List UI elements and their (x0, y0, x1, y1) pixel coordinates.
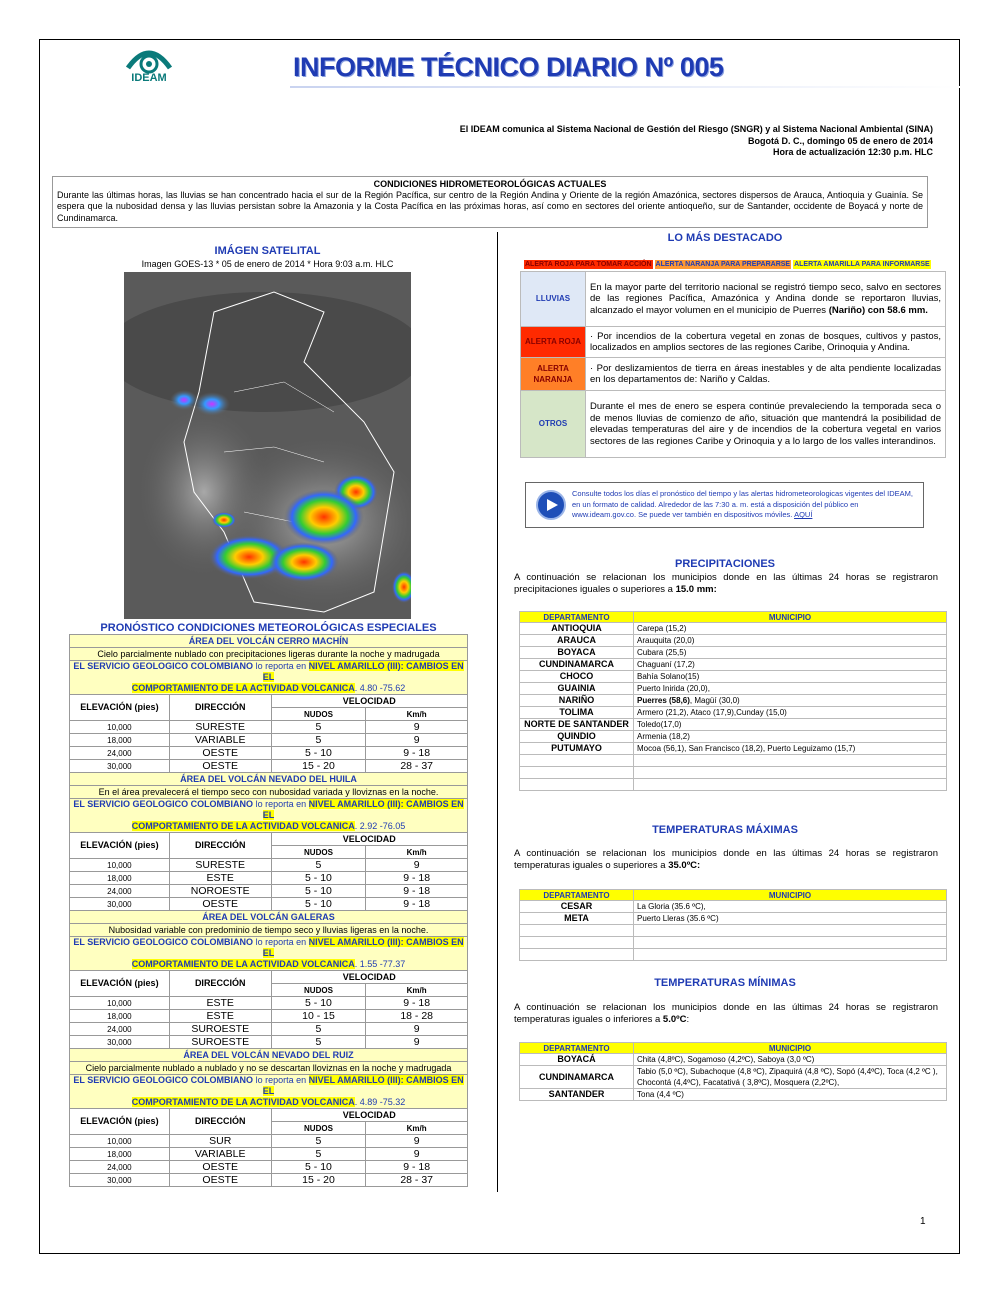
municipio-text: La Gloria (35.6 ºC), (637, 902, 706, 911)
empty-cell (520, 925, 634, 937)
empty-cell (520, 767, 634, 779)
municipio-cell (634, 901, 947, 913)
play-icon[interactable] (536, 490, 566, 520)
alert-level-cont: COMPORTAMIENTO DE LA ACTIVIDAD VOLCANICA (131, 821, 355, 831)
otros-label: OTROS (521, 391, 586, 458)
municipio-text: Toledo(17,0) (637, 720, 682, 729)
forecast-table (69, 634, 468, 1187)
wind-row (70, 1010, 468, 1023)
precip-title: PRECIPITACIONES (674, 558, 776, 570)
elevation-header: ELEVACIÓN (pies) (70, 1109, 170, 1135)
report-text: lo reporta en (253, 1075, 309, 1085)
kmh-cell: 18 - 28 (366, 1010, 468, 1023)
direction-cell: SUROESTE (169, 1036, 271, 1049)
ideam-logo-icon (118, 40, 180, 92)
departamento-cell: BOYACA (520, 647, 634, 659)
municipio-text: Puerto Lleras (35.6 ºC) (637, 914, 719, 923)
wind-row (70, 997, 468, 1010)
alerta-naranja-text: · Por deslizamientos de tierra en áreas inestables y de alta pendiente localizadas en los departamentos de: Nariño y Caldas. (586, 358, 946, 391)
speed-header: VELOCIDAD (271, 1109, 467, 1122)
table-row (520, 695, 947, 707)
volcano-coords: . 4.80 -75.62 (354, 683, 406, 693)
banner-text: Consulte todos los días el pronóstico del tiempo y las alertas hidrometeorologicas vigentes del IDEAM, en un formato de calidad. Alrededor de las 7:30 a. m. está a disposición del público en www.ideam.gov.co. Se puede ver también en dispositivos móviles. AQUÍ (572, 489, 914, 519)
empty-cell (520, 755, 634, 767)
municipio-cell (634, 659, 947, 671)
kmh-cell: 9 - 18 (366, 1161, 468, 1174)
direction-cell: OESTE (169, 1174, 271, 1187)
empty-cell (634, 925, 947, 937)
volcano-status (70, 1075, 468, 1109)
direction-cell: NOROESTE (169, 885, 271, 898)
volcano-name: ÁREA DEL VOLCÁN CERRO MACHÍN (70, 635, 468, 648)
alert-legend (524, 253, 933, 271)
kmh-cell: 9 (366, 1036, 468, 1049)
departamento-cell: ANTIOQUIA (520, 623, 634, 635)
municipio-cell (634, 623, 947, 635)
municipio-cell (634, 913, 947, 925)
column-divider (497, 232, 498, 1192)
elevation-header: ELEVACIÓN (pies) (70, 971, 170, 997)
wind-row (70, 898, 468, 911)
page-number: 1 (920, 1216, 926, 1227)
kmh-cell: 9 - 18 (366, 872, 468, 885)
table-row (520, 659, 947, 671)
col-municipio: MUNICIPIO (634, 1043, 947, 1054)
municipio-cell (634, 719, 947, 731)
empty-cell (634, 949, 947, 961)
volcano-status-row (70, 937, 468, 971)
alert-level: NIVEL AMARILLO (III): CAMBIOS EN EL (262, 799, 464, 820)
table-row (520, 1089, 947, 1101)
tmax-intro: A continuación se relacionan los municipios donde en las últimas 24 horas se registraron temperaturas iguales o superiores a 35.0ºC: (514, 848, 938, 871)
knots-cell: 10 - 15 (271, 1010, 366, 1023)
departamento-cell: ARAUCA (520, 635, 634, 647)
logo-text: IDEAM (131, 72, 167, 84)
kmh-cell: 9 (366, 1023, 468, 1036)
volcano-coords: . 2.92 -76.05 (354, 821, 406, 831)
table-row (520, 635, 947, 647)
speed-header: VELOCIDAD (271, 971, 467, 984)
departamento-cell: CUNDINAMARCA (520, 1066, 634, 1089)
table-row (520, 901, 947, 913)
volcano-desc: En el área prevalecerá el tiempo seco con nubosidad variada y lloviznas en la noche. (70, 786, 468, 799)
report-text: lo reporta en (253, 661, 309, 671)
alert-orange-label: ALERTA NARANJA PARA PREPARARSE (655, 261, 791, 268)
empty-cell (634, 767, 947, 779)
table-row (520, 1054, 947, 1066)
highlights-table (520, 271, 946, 458)
elevation-cell: 24,000 (70, 1023, 170, 1036)
elevation-cell: 10,000 (70, 1135, 170, 1148)
municipio-cell (634, 731, 947, 743)
departamento-cell: GUAINIA (520, 683, 634, 695)
wind-row (70, 1161, 468, 1174)
kmh-header: Km/h (366, 708, 468, 721)
volcano-status (70, 661, 468, 695)
volcano-desc-row (70, 924, 468, 937)
header-row (70, 833, 468, 846)
knots-header: NUDOS (271, 984, 366, 997)
col-departamento: DEPARTAMENTO (520, 890, 634, 901)
kmh-header: Km/h (366, 1122, 468, 1135)
volcano-name-row (70, 635, 468, 648)
elevation-cell: 18,000 (70, 1148, 170, 1161)
municipio-cell (634, 1066, 947, 1089)
kmh-cell: 9 - 18 (366, 997, 468, 1010)
wind-row (70, 734, 468, 747)
empty-cell (634, 937, 947, 949)
alert-level: NIVEL AMARILLO (III): CAMBIOS EN EL (262, 661, 464, 682)
direction-cell: ESTE (169, 997, 271, 1010)
report-text: lo reporta en (253, 799, 309, 809)
title-underline (290, 86, 960, 88)
elevation-cell: 10,000 (70, 997, 170, 1010)
municipio-text: Cubara (25,5) (637, 648, 687, 657)
tmax-table (519, 889, 947, 961)
direction-cell: OESTE (169, 1161, 271, 1174)
alert-level-cont: COMPORTAMIENTO DE LA ACTIVIDAD VOLCANICA (131, 1097, 355, 1107)
volcano-name: ÁREA DEL VOLCÁN NEVADO DEL HUILA (70, 773, 468, 786)
report-date: Bogotá D. C., domingo 05 de enero de 2014 (747, 135, 933, 146)
empty-row (520, 949, 947, 961)
kmh-cell: 9 (366, 721, 468, 734)
volcano-status (70, 937, 468, 971)
table-row (520, 707, 947, 719)
speed-header: VELOCIDAD (271, 833, 467, 846)
elevation-cell: 30,000 (70, 1174, 170, 1187)
volcano-name-row (70, 1049, 468, 1062)
precip-intro: A continuación se relacionan los municipios donde en las últimas 24 horas se registraron precipitaciones iguales o superiores a 15.0 mm: (514, 572, 938, 595)
wind-row (70, 885, 468, 898)
highlight-row (521, 327, 946, 358)
departamento-cell: META (520, 913, 634, 925)
knots-cell: 5 - 10 (271, 872, 366, 885)
empty-cell (634, 755, 947, 767)
municipio-text: Puerto Inirida (20,0), (637, 684, 710, 693)
knots-cell: 5 - 10 (271, 898, 366, 911)
alert-level-cont: COMPORTAMIENTO DE LA ACTIVIDAD VOLCANICA (131, 683, 355, 693)
aqui-link[interactable]: AQUÍ (794, 510, 813, 519)
satellite-title: IMÁGEN SATELITAL (214, 245, 321, 257)
wind-row (70, 1023, 468, 1036)
table-row (520, 1066, 947, 1089)
volcano-coords: . 4.89 -75.32 (354, 1097, 406, 1107)
municipio-cell (634, 671, 947, 683)
municipio-cell (634, 1054, 947, 1066)
elevation-cell: 10,000 (70, 859, 170, 872)
tmax-title: TEMPERATURAS MÁXIMAS (652, 824, 798, 836)
volcano-desc-row (70, 786, 468, 799)
kmh-cell: 9 (366, 1148, 468, 1161)
knots-cell: 5 (271, 1023, 366, 1036)
sgc-name: EL SERVICIO GEOLOGICO COLOMBIANO (73, 937, 254, 947)
knots-cell: 5 - 10 (271, 1161, 366, 1174)
municipio-cell (634, 1089, 947, 1101)
volcano-name: ÁREA DEL VOLCÁN GALERAS (70, 911, 468, 924)
conditions-title: CONDICIONES HIDROMETEOROLÓGICAS ACTUALES (373, 179, 607, 189)
highlight-row (521, 358, 946, 391)
otros-text: Durante el mes de enero se espera continúe prevaleciendo la temporada seca o de menos lluvias de comienzo de año, situación que mantendrá la posibilidad de elevadas temperaturas del aire y de incendios de la cobertura vegetal en varios sectores de las regiones Caribe y Orinoquia y a lo largo de los valles interandinos. (586, 391, 946, 458)
volcano-coords: . 1.55 -77.37 (354, 959, 406, 969)
highlight-row (521, 391, 946, 458)
sgc-name: EL SERVICIO GEOLOGICO COLOMBIANO (73, 799, 254, 809)
elevation-header: ELEVACIÓN (pies) (70, 833, 170, 859)
precip-table (519, 611, 947, 791)
direction-header: DIRECCIÓN (169, 833, 271, 859)
municipio-text: Tabio (5,0 ºC), Subachoque (4,8 ºC), Zipaquirá (4,8 ºC), Sopó (4,4ºC), Toca (4,2 ºC ), Chocontá (4,4ºC), Facatativá ( 3,8ºC), Mosquera (2,2ºC), (637, 1067, 938, 1087)
report-text: lo reporta en (253, 937, 309, 947)
elevation-cell: 30,000 (70, 1036, 170, 1049)
municipio-text: Armenia (18,2) (637, 732, 690, 741)
volcano-name-row (70, 911, 468, 924)
direction-header: DIRECCIÓN (169, 695, 271, 721)
highlight-row (521, 272, 946, 327)
volcano-name: ÁREA DEL VOLCÁN NEVADO DEL RUIZ (70, 1049, 468, 1062)
knots-cell: 15 - 20 (271, 1174, 366, 1187)
municipio-cell (634, 683, 947, 695)
elevation-cell: 10,000 (70, 721, 170, 734)
empty-row (520, 767, 947, 779)
departamento-cell: TOLIMA (520, 707, 634, 719)
sgc-name: EL SERVICIO GEOLOGICO COLOMBIANO (73, 1075, 254, 1085)
direction-cell: VARIABLE (169, 734, 271, 747)
lluvias-label: LLUVIAS (521, 272, 586, 327)
alert-level: NIVEL AMARILLO (III): CAMBIOS EN EL (262, 1075, 464, 1096)
table-row (520, 671, 947, 683)
municipio-text: Mocoa (56,1), San Francisco (18,2), Puerto Leguizamo (15,7) (637, 744, 856, 753)
header-row (70, 695, 468, 708)
municipio-text: Armero (21,2), Ataco (17,9),Cunday (15,0) (637, 708, 787, 717)
direction-cell: OESTE (169, 760, 271, 773)
direction-cell: OESTE (169, 747, 271, 760)
wind-row (70, 1148, 468, 1161)
volcano-desc-row (70, 1062, 468, 1075)
col-departamento: DEPARTAMENTO (520, 1043, 634, 1054)
kmh-cell: 28 - 37 (366, 1174, 468, 1187)
wind-row (70, 859, 468, 872)
direction-cell: VARIABLE (169, 1148, 271, 1161)
knots-header: NUDOS (271, 1122, 366, 1135)
alerta-naranja-label: ALERTA NARANJA (521, 358, 586, 391)
volcano-desc: Cielo parcialmente nublado a nublado y no se descartan lloviznas en la noche y madrugada (70, 1062, 468, 1075)
satellite-image (124, 272, 411, 619)
municipio-text: Tona (4,4 ºC) (637, 1090, 684, 1099)
table-row (520, 913, 947, 925)
departamento-cell: CESAR (520, 901, 634, 913)
highlights-title: LO MÁS DESTACADO (667, 232, 783, 244)
knots-cell: 5 (271, 859, 366, 872)
update-time: Hora de actualización 12:30 p.m. HLC (772, 147, 933, 157)
table-row (520, 623, 947, 635)
lluvias-text: En la mayor parte del territorio nacional se registró tiempo seco, salvo en sectores de las regiones Pacífica, Amazónica y Andina donde se reportaron lluvias, alcanzado el mayor volumen en el municipio de Puerres (Nariño) con 58.6 mm. (586, 272, 946, 327)
alert-level: NIVEL AMARILLO (III): CAMBIOS EN EL (262, 937, 464, 958)
speed-header: VELOCIDAD (271, 695, 467, 708)
volcano-desc: Cielo parcialmente nublado con precipitaciones ligeras durante la noche y madrugada (70, 648, 468, 661)
tmin-intro: A continuación se relacionan los municipios donde en las últimas 24 horas se registraron temperaturas iguales o inferiores a 5.0ºC: (514, 1002, 938, 1025)
empty-cell (520, 779, 634, 791)
wind-row (70, 760, 468, 773)
sgc-name: EL SERVICIO GEOLOGICO COLOMBIANO (73, 661, 254, 671)
knots-cell: 5 (271, 721, 366, 734)
knots-cell: 5 (271, 1135, 366, 1148)
empty-cell (634, 779, 947, 791)
knots-cell: 5 - 10 (271, 885, 366, 898)
municipio-max: Puerres (58,6) (637, 696, 690, 705)
kmh-cell: 9 (366, 1135, 468, 1148)
table-row (520, 743, 947, 755)
knots-cell: 5 (271, 1036, 366, 1049)
knots-header: NUDOS (271, 708, 366, 721)
direction-cell: SURESTE (169, 721, 271, 734)
elevation-cell: 24,000 (70, 885, 170, 898)
elevation-cell: 30,000 (70, 898, 170, 911)
wind-row (70, 721, 468, 734)
volcano-status-row (70, 799, 468, 833)
departamento-cell: CUNDINAMARCA (520, 659, 634, 671)
municipio-cell (634, 743, 947, 755)
elevation-cell: 30,000 (70, 760, 170, 773)
wind-row (70, 1036, 468, 1049)
departamento-cell: PUTUMAYO (520, 743, 634, 755)
direction-cell: SUROESTE (169, 1023, 271, 1036)
alert-red-label: ALERTA ROJA PARA TOMAR ACCIÓN (525, 261, 652, 268)
elevation-cell: 18,000 (70, 872, 170, 885)
alert-level-cont: COMPORTAMIENTO DE LA ACTIVIDAD VOLCANICA (131, 959, 355, 969)
elevation-cell: 24,000 (70, 1161, 170, 1174)
elevation-cell: 18,000 (70, 1010, 170, 1023)
table-row (520, 647, 947, 659)
forecast-title: PRONÓSTICO CONDICIONES METEOROLÓGICAS ESPECIALES (100, 622, 437, 634)
volcano-desc: Nubosidad variable con predominio de tiempo seco y lluvias ligeras en la noche. (70, 924, 468, 937)
satellite-caption: Imagen GOES-13 * 05 de enero de 2014 * Hora 9:03 a.m. HLC (141, 259, 394, 269)
elevation-cell: 24,000 (70, 747, 170, 760)
direction-cell: SUR (169, 1135, 271, 1148)
knots-cell: 5 (271, 1148, 366, 1161)
volcano-desc-row (70, 648, 468, 661)
kmh-cell: 28 - 37 (366, 760, 468, 773)
empty-cell (520, 937, 634, 949)
empty-row (520, 755, 947, 767)
empty-row (520, 779, 947, 791)
volcano-status (70, 799, 468, 833)
alerta-roja-label: ALERTA ROJA (521, 327, 586, 358)
municipio-cell (634, 695, 947, 707)
empty-cell (520, 949, 634, 961)
col-departamento: DEPARTAMENTO (520, 612, 634, 623)
municipio-text: Arauquita (20,0) (637, 636, 695, 645)
knots-cell: 15 - 20 (271, 760, 366, 773)
knots-cell: 5 - 10 (271, 997, 366, 1010)
volcano-status-row (70, 661, 468, 695)
elevation-cell: 18,000 (70, 734, 170, 747)
alert-yellow-label: ALERTA AMARILLA PARA INFORMARSE (794, 261, 930, 268)
municipio-text: , Magüí (30,0) (689, 696, 740, 705)
intro-block (460, 124, 933, 159)
tmin-title: TEMPERATURAS MÍNIMAS (654, 977, 796, 989)
volcano-name-row (70, 773, 468, 786)
direction-cell: ESTE (169, 1010, 271, 1023)
direction-header: DIRECCIÓN (169, 1109, 271, 1135)
col-municipio: MUNICIPIO (634, 612, 947, 623)
alerta-roja-text: · Por incendios de la cobertura vegetal en zonas de bosques, cultivos y pastos, localizados en amplios sectores de las regiones Caribe, Orinoquia y Andina. (586, 327, 946, 358)
direction-cell: SURESTE (169, 859, 271, 872)
volcano-status-row (70, 1075, 468, 1109)
knots-cell: 5 (271, 734, 366, 747)
departamento-cell: NARIÑO (520, 695, 634, 707)
wind-row (70, 1174, 468, 1187)
empty-row (520, 925, 947, 937)
municipio-cell (634, 635, 947, 647)
header-row (70, 1109, 468, 1122)
knots-cell: 5 - 10 (271, 747, 366, 760)
municipio-text: Carepa (15,2) (637, 624, 687, 633)
direction-header: DIRECCIÓN (169, 971, 271, 997)
departamento-cell: BOYACÁ (520, 1054, 634, 1066)
wind-row (70, 747, 468, 760)
kmh-cell: 9 (366, 859, 468, 872)
table-row (520, 731, 947, 743)
page-title: INFORME TÉCNICO DIARIO Nº 005 (293, 52, 724, 82)
municipio-text: Bahía Solano(15) (637, 672, 700, 681)
direction-cell: ESTE (169, 872, 271, 885)
empty-row (520, 937, 947, 949)
municipio-cell (634, 647, 947, 659)
departamento-cell: CHOCO (520, 671, 634, 683)
knots-header: NUDOS (271, 846, 366, 859)
table-row (520, 683, 947, 695)
table-row (520, 719, 947, 731)
direction-cell: OESTE (169, 898, 271, 911)
kmh-cell: 9 - 18 (366, 885, 468, 898)
kmh-header: Km/h (366, 846, 468, 859)
municipio-cell (634, 707, 947, 719)
municipio-text: Chaguaní (17,2) (637, 660, 695, 669)
elevation-header: ELEVACIÓN (pies) (70, 695, 170, 721)
kmh-header: Km/h (366, 984, 468, 997)
kmh-cell: 9 - 18 (366, 898, 468, 911)
tmin-table (519, 1042, 947, 1101)
col-municipio: MUNICIPIO (634, 890, 947, 901)
header-row (70, 971, 468, 984)
departamento-cell: NORTE DE SANTANDER (520, 719, 634, 731)
intro-line: El IDEAM comunica al Sistema Nacional de Gestión del Riesgo (SNGR) y al Sistema Nacional Ambiental (SINA) (459, 124, 933, 134)
kmh-cell: 9 (366, 734, 468, 747)
departamento-cell: SANTANDER (520, 1089, 634, 1101)
conditions-text: Durante las últimas horas, las lluvias se han concentrado hacia el sur de la Región Pacífica, sur centro de la Región Andina y Oriente de la región Amazónica, sectores dispersos de Arauca, Antioquia y Guainía. Se espera que la nubosidad densa y las lluvias persistan sobre la Amazonia y la Costa Pacífica en las próximas horas, así como en sectores del oriente antioqueño, sur de Santander, occidente de Boyacá y norte de Cundinamarca. (57, 190, 923, 223)
departamento-cell: QUINDIO (520, 731, 634, 743)
wind-row (70, 1135, 468, 1148)
kmh-cell: 9 - 18 (366, 747, 468, 760)
wind-row (70, 872, 468, 885)
municipio-text: Chita (4,8ºC), Sogamoso (4,2ºC), Saboya (3,0 ºC) (637, 1055, 815, 1064)
